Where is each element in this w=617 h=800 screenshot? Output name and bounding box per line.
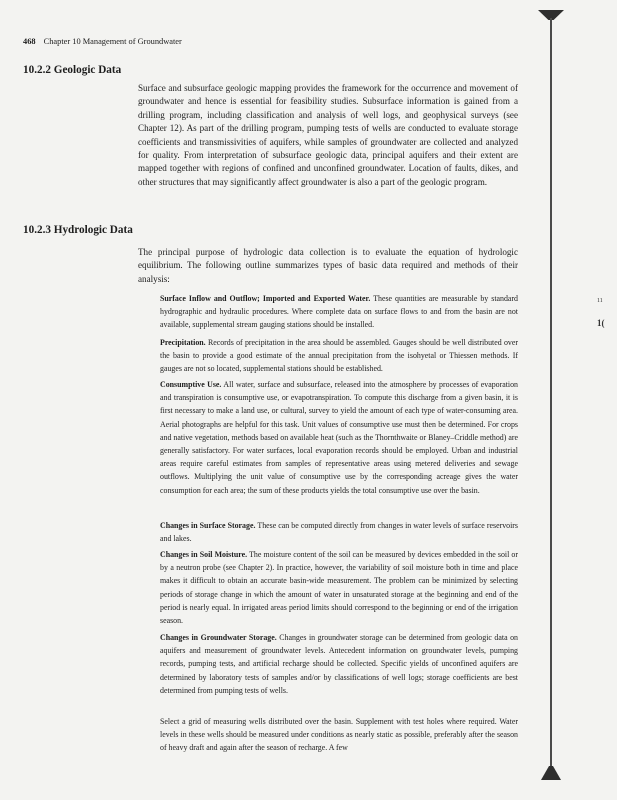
item-text: Records of precipitation in the area should be assembled. Gauges should be well distributed over the basin to provide a good estimate of the annual precipitation from the isohyetal or Thiessen methods. If gauges are not so located, supplemental stations should be established. [160,338,518,374]
section-heading-hydrologic-data: 10.2.3 Hydrologic Data [23,224,133,236]
page-number: 468 [23,37,36,46]
list-item-consumptive-use [160,378,518,497]
list-item-measuring-wells [160,715,518,755]
facing-page-mark: 11 [597,298,603,304]
item-text: All water, surface and subsurface, released into the atmosphere by processes of evaporation and transpiration is consumptive use, or evapotranspiration. To compute this discharge from a given basin, it is first necessary to make a land use, or cultural, survey to yield the amount of each type of water-consuming area. Aerial photographs are helpful for this task. Unit values of consumptive use must then be determined. For crops and native vegetation, methods based on available heat (such as the Thornthwaite or Blaney–Criddle method) are generally satisfactory. For water surfaces, local evaporation records should be employed. Urban and industrial areas require careful estimates from samples of representative areas using metered deliveries and sewage outflows. Multiplying the unit value of consumptive use by the corresponding acreage gives the water consumption for each area; the sum of these products yields the total consumptive use over the basin. [160,380,519,495]
item-text: Select a grid of measuring wells distributed over the basin. Supplement with test holes where required. Water levels in these wells should be measured under conditions as nearly static as possible, preferably after the season of heavy draft and again after the season of recharge. A few [160,717,518,753]
facing-page-mark: 1( [597,318,605,328]
item-text: The moisture content of the soil can be measured by devices embedded in the soil or by a neutron probe (see Chapter 2). In practice, however, the variability of soil moisture both in time and place makes it difficult to obtain an accurate basin-wide measurement. The problem can be minimized by selecting periods of storage change in which the amount of water in unsaturated storage at the beginning and end of the period is nearly equal. In irrigated areas period limits should correspond to the beginning or end of the irrigation season. [160,550,518,626]
list-item-precipitation [160,336,518,376]
item-heading: Changes in Soil Moisture. [160,550,248,559]
list-item-soil-moisture [160,548,518,627]
chapter-title: Chapter 10 Management of Groundwater [43,37,182,46]
item-text: These can be computed directly from changes in water levels of surface reservoirs and lakes. [160,521,518,544]
section-heading-geologic-data: 10.2.2 Geologic Data [23,64,122,76]
list-item-groundwater-storage [160,631,518,697]
item-heading: Precipitation. [160,338,206,347]
list-item-surface-storage [160,519,518,545]
item-heading: Consumptive Use. [160,380,222,389]
item-heading: Changes in Groundwater Storage. [160,633,277,642]
hydrologic-data-intro: The principal purpose of hydrologic data collection is to evaluate the equation of hydrologic equilibrium. The following outline summarizes types of basic data required and methods of their analysis: [138,247,518,284]
list-item-surface-inflow [160,292,518,332]
binding-clip-bottom-icon [541,766,561,780]
item-text: Changes in groundwater storage can be determined from geologic data on aquifers and measurement of groundwater levels. Antecedent information on groundwater levels, pumping records, pumping tests, and artificial recharge should be collected. Specific yields of unconfined aquifers are determined by laboratory tests of samples and/or by classifications of well logs; storage coefficients are best determined from pumping tests of wells. [160,633,518,695]
page-gutter-divider [550,18,552,776]
geologic-data-paragraph: Surface and subsurface geologic mapping provides the framework for the occurrence and movement of groundwater and hence is essential for feasibility studies. Subsurface information is gained from a drilling program, including classification and analysis of well logs, and geophysical surveys (see Chapter 12). As part of the drilling program, pumping tests of wells are conducted to evaluate storage coefficients and transmissivities of aquifers, while samples of groundwater are collected and analyzed for quality. From interpretation of subsurface geologic data, principal aquifers and their extent are mapped together with regions of confined and unconfined groundwater. Location of faults, dikes, and other structures that may significantly affect groundwater is also a part of the geologic program. [138,83,518,187]
item-text: These quantities are measurable by standard hydrographic and hydraulic procedures. Where complete data on surface flows to and from the basin are not available, supplemental stream gauging stations should be installed. [160,294,518,330]
item-heading: Surface Inflow and Outflow; Imported and Exported Water. [160,294,371,303]
item-heading: Changes in Surface Storage. [160,521,256,530]
running-head [23,37,182,46]
